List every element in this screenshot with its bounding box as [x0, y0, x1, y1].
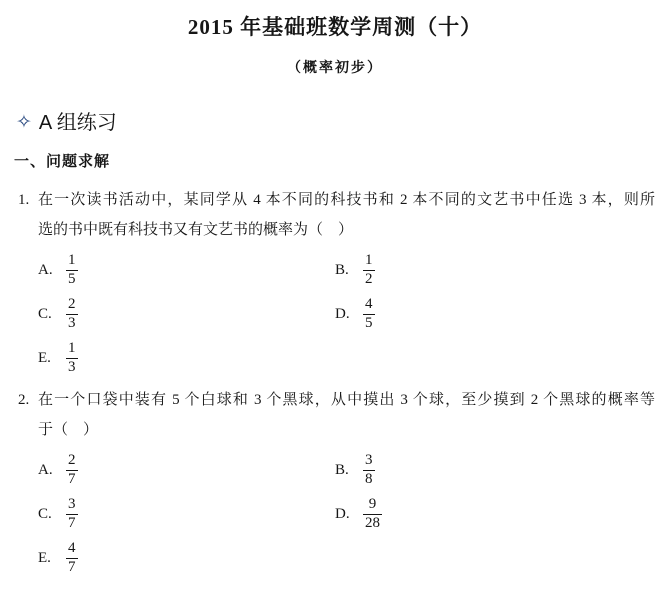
- fraction: [66, 541, 78, 576]
- question-1-text: [38, 185, 655, 245]
- fraction-denominator: 2: [365, 270, 373, 287]
- question-2-text: [38, 385, 655, 445]
- section-a-label: A 组练习: [38, 112, 117, 134]
- fraction: [66, 341, 78, 376]
- fraction-numerator: 4: [68, 539, 76, 556]
- fraction-denominator: 7: [68, 558, 76, 575]
- question-2-line-2: 于（ ）: [38, 422, 99, 438]
- option-label: D.: [335, 505, 350, 522]
- question-2-option-a: [38, 448, 335, 492]
- fraction: [363, 497, 382, 532]
- page-title: 2015 年基础班数学周测（十）: [187, 15, 483, 39]
- option-label: C.: [38, 305, 52, 322]
- fraction-numerator: 1: [68, 339, 76, 356]
- fraction-denominator: 5: [68, 270, 76, 287]
- question-1-number: 1.: [18, 192, 30, 208]
- question-2: [0, 385, 670, 445]
- fraction-denominator: 7: [68, 514, 76, 531]
- fraction-denominator: 5: [365, 314, 373, 331]
- fraction-numerator: 1: [365, 251, 373, 268]
- fraction-denominator: 8: [365, 470, 373, 487]
- question-2-option-d: [335, 492, 670, 536]
- option-label: E.: [38, 549, 51, 566]
- fraction: [66, 497, 78, 532]
- option-label: E.: [38, 349, 51, 366]
- subsection-heading: 一、问题求解: [14, 154, 111, 170]
- question-2-option-b: [335, 448, 670, 492]
- fraction-numerator: 3: [365, 451, 373, 468]
- option-label: A.: [38, 261, 53, 278]
- fraction-numerator: 9: [368, 495, 377, 512]
- question-1-line-2: 选的书中既有科技书又有文艺书的概率为（ ）: [38, 222, 354, 238]
- section-a-heading: [16, 109, 670, 137]
- option-label: A.: [38, 461, 53, 478]
- question-2-line-1: 在一个口袋中装有 5 个白球和 3 个黑球，从中摸出 3 个球，至少摸到 2 个黑球的概率等: [38, 392, 655, 408]
- question-1-options: [38, 248, 670, 380]
- question-2-number: 2.: [18, 392, 30, 408]
- page-subtitle: （概率初步）: [287, 61, 383, 76]
- sparkle-icon: ✧: [16, 112, 32, 133]
- fraction-numerator: 2: [68, 451, 76, 468]
- fraction-denominator: 28: [365, 514, 380, 531]
- fraction: [66, 297, 78, 332]
- question-1: [0, 185, 670, 245]
- fraction: [363, 253, 375, 288]
- fraction-denominator: 3: [68, 358, 76, 375]
- fraction: [363, 453, 375, 488]
- fraction-numerator: 3: [68, 495, 76, 512]
- fraction-denominator: 3: [68, 314, 76, 331]
- option-label: D.: [335, 305, 350, 322]
- question-1-option-d: [335, 292, 670, 336]
- option-label: B.: [335, 261, 349, 278]
- fraction: [363, 297, 375, 332]
- fraction: [66, 453, 78, 488]
- option-label: B.: [335, 461, 349, 478]
- fraction: [66, 253, 78, 288]
- fraction-numerator: 1: [68, 251, 76, 268]
- fraction-numerator: 2: [68, 295, 76, 312]
- question-1-option-a: [38, 248, 335, 292]
- question-2-option-e: [38, 536, 335, 580]
- option-label: C.: [38, 505, 52, 522]
- question-1-line-1: 在一次读书活动中，某同学从 4 本不同的科技书和 2 本不同的文艺书中任选 3 本，则所: [38, 192, 655, 208]
- question-2-option-c: [38, 492, 335, 536]
- question-1-option-b: [335, 248, 670, 292]
- question-1-option-e: [38, 336, 335, 380]
- fraction-denominator: 7: [68, 470, 76, 487]
- question-1-option-c: [38, 292, 335, 336]
- fraction-numerator: 4: [365, 295, 373, 312]
- question-2-options: [38, 448, 670, 580]
